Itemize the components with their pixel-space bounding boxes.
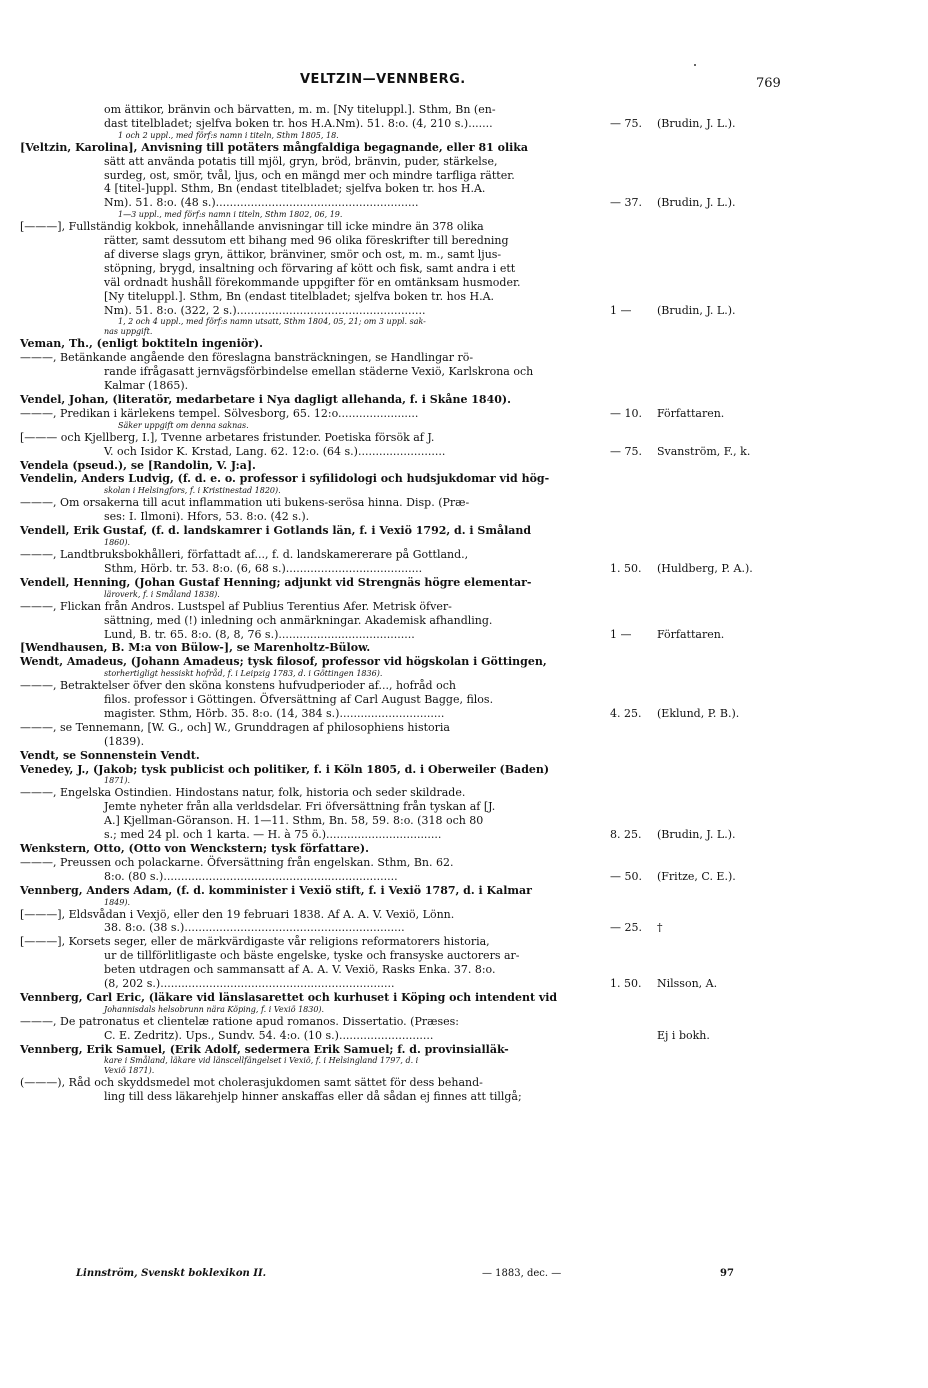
entry-text: Kalmar (1865).	[104, 379, 189, 393]
entry-line	[20, 963, 780, 977]
entry-line	[20, 317, 780, 327]
entry-line	[20, 538, 780, 548]
entry-line	[20, 131, 780, 141]
entry-line	[20, 977, 780, 991]
entry-line	[20, 117, 780, 131]
entry-line	[20, 763, 780, 777]
entry-text: 8:o. (80 s.)...................................................................	[104, 869, 398, 883]
entry-text: ———, Predikan i kärlekens tempel. Sölvesborg, 65. 12:o.......................	[20, 406, 419, 420]
entry-line	[20, 276, 780, 290]
entry-line	[20, 548, 780, 562]
entry-text: sätt att använda potatis till mjöl, gryn, bröd, bränvin, puder, stärkelse,	[104, 154, 498, 168]
entry-line	[20, 248, 780, 262]
entry-line	[20, 210, 780, 220]
entry-text: [———], Fullständig kokbok, innehållande anvisningar till icke mindre än 378 olika	[20, 220, 484, 234]
entry-line	[20, 1043, 780, 1057]
entry-text: Vexiö 1871).	[104, 1066, 155, 1076]
footer-date: — 1883, dec. —	[482, 1268, 562, 1279]
entry-source: Nilsson, A.	[657, 976, 718, 990]
entry-line	[20, 679, 780, 693]
entry-text: ur de tillförlitligaste och bäste engelske, tyske och fransyske auctorers ar-	[104, 949, 520, 963]
entry-line	[20, 379, 780, 393]
entry-text: rätter, samt dessutom ett bihang med 96 olika föreskrifter till beredning	[104, 234, 509, 248]
entry-line	[20, 856, 780, 870]
entry-source: †	[657, 921, 663, 935]
entry-line	[20, 141, 780, 155]
entry-text: [———], Eldsvådan i Vexjö, eller den 19 februari 1838. Af A. A. V. Vexiö, Lönn.	[20, 907, 455, 921]
entry-line	[20, 600, 780, 614]
entry-line	[20, 220, 780, 234]
entry-line	[20, 472, 780, 486]
entry-text: ———, Om orsakerna till acut inflammation uti bukens-serösa hinna. Disp. (Præ-	[20, 496, 470, 510]
entry-text: 1 och 2 uppl., med förf:s namn i titeln, Sthm 1805, 18.	[118, 130, 339, 140]
entry-line	[20, 935, 780, 949]
entry-line	[20, 641, 780, 655]
entry-text: surdeg, ost, smör, tvål, ljus, och en mängd mer och mindre tarfliga rätter.	[104, 168, 515, 182]
entry-text: af diverse slags gryn, ättikor, bränviner, smör och ost, m. m., samt ljus-	[104, 248, 502, 262]
entry-text: ———, De patronatus et clientelæ ratione apud romanos. Dissertatio. (Præses:	[20, 1014, 459, 1028]
entry-line	[20, 1015, 780, 1029]
entry-source: Ej i bokh.	[657, 1028, 710, 1042]
entry-text: C. E. Zedritz). Ups., Sundv. 54. 4:o. (10 s.)...........................	[104, 1028, 434, 1042]
entry-text: Säker uppgift om denna saknas.	[118, 420, 249, 430]
entry-line	[20, 421, 780, 431]
entry-line	[20, 828, 780, 842]
entry-price: — 75.	[610, 444, 642, 458]
entry-text: Jemte nyheter från alla verldsdelar. Fri öfversättning från tyskan af [J.	[104, 800, 496, 814]
entry-price: — 75.	[610, 116, 642, 130]
entry-line	[20, 776, 780, 786]
entry-text: 1871).	[104, 776, 131, 786]
entry-text: [———], Korsets seger, eller de märkvärdigaste vår religions reformatorers historia,	[20, 935, 490, 949]
entry-line	[20, 393, 780, 407]
entry-heading: [Veltzin, Karolina], Anvisning till potäters mångfaldiga begagnande, eller 81 olika	[20, 140, 529, 154]
entry-line	[20, 524, 780, 538]
entry-source: Svanström, F., k.	[657, 444, 751, 458]
entry-text: ———, Betraktelser öfver den sköna konstens hufvudperioder af..., hofråd och	[20, 679, 456, 693]
entry-line	[20, 721, 780, 735]
entry-line	[20, 921, 780, 935]
entry-heading: Vendela (pseud.), se [Randolin, V. J:a].	[20, 458, 256, 472]
entry-line	[20, 576, 780, 590]
page-header	[0, 72, 928, 92]
entry-line	[20, 182, 780, 196]
entry-price: 1. 50.	[610, 561, 642, 575]
scan-speck	[694, 64, 696, 66]
entry-text: storhertigligt hessiskt hofråd, f. i Leipzig 1783, d. i Göttingen 1836).	[104, 669, 383, 679]
entry-text: Lund, B. tr. 65. 8:o. (8, 8, 76 s.).......................................	[104, 627, 415, 641]
entry-source: (Brudin, J. L.).	[657, 828, 736, 842]
entry-text: magister. Sthm, Hörb. 35. 8:o. (14, 384 s.)..............................	[104, 706, 445, 720]
entry-text: läroverk, f. i Småland 1838).	[104, 589, 220, 599]
entry-line	[20, 262, 780, 276]
entry-line	[20, 169, 780, 183]
entry-heading: Vendelin, Anders Ludvig, (f. d. e. o. professor i syfilidologi och hudsjukdomar vid hög-	[20, 472, 550, 486]
entry-line	[20, 884, 780, 898]
entry-text: V. och Isidor K. Krstad, Lang. 62. 12:o. (64 s.).........................	[104, 444, 446, 458]
entry-line	[20, 1076, 780, 1090]
entry-heading: Vennberg, Anders Adam, (f. d. komminister i Vexiö stift, f. i Vexiö 1787, d. i Kalmar	[20, 883, 532, 897]
entry-text: dast titelbladet; sjelfva boken tr. hos H.A.Nm). 51. 8:o. (4, 210 s.).......	[104, 116, 493, 130]
entry-line	[20, 196, 780, 210]
entry-line	[20, 155, 780, 169]
entry-text: rande ifrågasatt jernvägsförbindelse emellan städerne Vexiö, Karlskrona och	[104, 365, 534, 379]
entry-line	[20, 628, 780, 642]
entry-heading: Wenkstern, Otto, (Otto von Wenckstern; tysk författare).	[20, 841, 369, 855]
entry-text: Sthm, Hörb. tr. 53. 8:o. (6, 68 s.).......................................	[104, 561, 423, 575]
entry-price: — 25.	[610, 921, 642, 935]
entry-text: filos. professor i Göttingen. Öfversättning af Carl August Bagge, filos.	[104, 693, 494, 707]
entry-text: ———, Flickan från Andros. Lustspel af Publius Terentius Afer. Metrisk öfver-	[20, 599, 452, 613]
entry-line	[20, 949, 780, 963]
entry-text: ———, se Tennemann, [W. G., och] W., Grunddragen af philosophiens historia	[20, 720, 450, 734]
page-footer	[0, 1268, 928, 1282]
entry-heading: Vendel, Johan, (literatör, medarbetare i Nya dagligt allehanda, f. i Skåne 1840).	[20, 393, 511, 407]
entry-line	[20, 407, 780, 421]
entry-text: kare i Småland, läkare vid länscellfängelset i Vexiö, f. i Helsingland 1797, d. i	[104, 1056, 419, 1066]
entry-line	[20, 327, 780, 337]
entry-text: ———, Landtbruksbokhålleri, författadt af..., f. d. landskamererare på Gottland.,	[20, 548, 469, 562]
entry-price: 1 —	[610, 303, 632, 317]
entry-heading: Vennberg, Carl Eric, (läkare vid länslasarettet och kurhuset i Köping och intendent vid	[20, 990, 558, 1004]
entry-line	[20, 669, 780, 679]
footer-signature: 97	[720, 1268, 734, 1279]
entry-heading: [Wendhausen, B. M:a von Bülow-], se Marenholtz-Bülow.	[20, 641, 371, 655]
lexicon-entries	[20, 103, 780, 1104]
entry-line	[20, 365, 780, 379]
entry-text: 1—3 uppl., med förf:s namn i titeln, Sthm 1802, 06, 19.	[118, 210, 343, 220]
entry-line	[20, 590, 780, 600]
running-title: VELTZIN—VENNBERG.	[300, 72, 466, 87]
entry-text: 38. 8:o. (38 s.)...............................................................	[104, 921, 405, 935]
entry-line	[20, 1029, 780, 1043]
entry-text: Johannisdals helsobrunn nära Köping, f. i Vexiö 1830).	[104, 1004, 325, 1014]
entry-line	[20, 870, 780, 884]
page-number: 769	[756, 76, 781, 91]
entry-source: (Brudin, J. L.).	[657, 116, 736, 130]
entry-text: 1860).	[104, 538, 131, 548]
entry-line	[20, 991, 780, 1005]
entry-heading: Vendell, Erik Gustaf, (f. d. landskamrer i Gotlands län, f. i Vexiö 1792, d. i Småland	[20, 524, 532, 538]
entry-line	[20, 1005, 780, 1015]
entry-price: — 50.	[610, 869, 642, 883]
entry-text: ling till dess läkarehjelp hinner anskaffas eller då sådan ej finnes att tillgå;	[104, 1090, 522, 1104]
entry-line	[20, 814, 780, 828]
entry-text: (1839).	[104, 734, 145, 748]
entry-source: Författaren.	[657, 406, 725, 420]
entry-line	[20, 749, 780, 763]
entry-text: Nm). 51. 8:o. (48 s.)..........................................................	[104, 196, 419, 210]
entry-line	[20, 445, 780, 459]
entry-line	[20, 842, 780, 856]
entry-source: Författaren.	[657, 627, 725, 641]
entry-line	[20, 431, 780, 445]
entry-text: stöpning, brygd, insaltning och förvaring af kött och fisk, samt andra i ett	[104, 261, 516, 275]
entry-text: skolan i Helsingfors, f. i Kristinestad 1820).	[104, 486, 281, 496]
entry-text: nas uppgift.	[104, 327, 153, 337]
entry-text: [——— och Kjellberg, I.], Tvenne arbetares fristunder. Poetiska försök af J.	[20, 430, 435, 444]
entry-line	[20, 1066, 780, 1076]
entry-source: (Brudin, J. L.).	[657, 196, 736, 210]
entry-text: (8, 202 s.)...................................................................	[104, 976, 395, 990]
entry-line	[20, 103, 780, 117]
entry-line	[20, 614, 780, 628]
entry-line	[20, 459, 780, 473]
entry-price: 1. 50.	[610, 976, 642, 990]
entry-line	[20, 510, 780, 524]
entry-line	[20, 234, 780, 248]
entry-heading: Vendell, Henning, (Johan Gustaf Henning; adjunkt vid Strengnäs högre elementar-	[20, 575, 532, 589]
entry-text: 1, 2 och 4 uppl., med förf:s namn utsatt, Sthm 1804, 05, 21; om 3 uppl. sak-	[118, 317, 426, 327]
entry-line	[20, 735, 780, 749]
entry-text: s.; med 24 pl. och 1 karta. — H. à 75 ö.).................................	[104, 828, 442, 842]
entry-line	[20, 786, 780, 800]
entry-source: (Eklund, P. B.).	[657, 706, 740, 720]
entry-line	[20, 1090, 780, 1104]
entry-text: väl ordnadt hushåll förekommande uppgifter för en omtänksam husmoder.	[104, 275, 521, 289]
entry-line	[20, 562, 780, 576]
entry-text: ———, Preussen och polackarne. Öfversättning från engelskan. Sthm, Bn. 62.	[20, 855, 454, 869]
entry-text: ses: I. Ilmoni). Hfors, 53. 8:o. (42 s.).	[104, 510, 310, 524]
entry-line	[20, 800, 780, 814]
entry-price: — 10.	[610, 406, 642, 420]
entry-line	[20, 1056, 780, 1066]
entry-source: (Brudin, J. L.).	[657, 303, 736, 317]
footer-source: Linnström, Svenskt boklexikon II.	[76, 1268, 267, 1279]
entry-line	[20, 486, 780, 496]
entry-line	[20, 655, 780, 669]
entry-line	[20, 693, 780, 707]
entry-text: [Ny titeluppl.]. Sthm, Bn (endast titelbladet; sjelfva boken tr. hos H.A.	[104, 289, 495, 303]
entry-price: 4. 25.	[610, 706, 642, 720]
entry-text: Nm). 51. 8:o. (322, 2 s.)......................................................	[104, 303, 426, 317]
entry-line	[20, 351, 780, 365]
entry-text: (———), Råd och skyddsmedel mot cholerasjukdomen samt sättet för dess behand-	[20, 1076, 483, 1090]
entry-source: (Fritze, C. E.).	[657, 869, 736, 883]
entry-heading: Venedey, J., (Jakob; tysk publicist och politiker, f. i Köln 1805, d. i Oberweiler (Baden)	[20, 762, 550, 776]
entry-price: — 37.	[610, 196, 642, 210]
entry-line	[20, 707, 780, 721]
entry-line	[20, 337, 780, 351]
entry-heading: Vennberg, Erik Samuel, (Erik Adolf, sedermera Erik Samuel; f. d. provinsialläk-	[20, 1042, 509, 1056]
entry-line	[20, 290, 780, 304]
entry-heading: Veman, Th., (enligt boktiteln ingeniör).	[20, 337, 263, 351]
entry-heading: Wendt, Amadeus, (Johann Amadeus; tysk filosof, professor vid högskolan i Göttingen,	[20, 655, 547, 669]
entry-line	[20, 908, 780, 922]
entry-line	[20, 898, 780, 908]
entry-text: om ättikor, bränvin och bärvatten, m. m. [Ny titeluppl.]. Sthm, Bn (en-	[104, 103, 496, 116]
entry-source: (Huldberg, P. A.).	[657, 561, 753, 575]
entry-line	[20, 304, 780, 318]
entry-text: 4 [titel-]uppl. Sthm, Bn (endast titelbladet; sjelfva boken tr. hos H.A.	[104, 182, 486, 196]
entry-text: ———, Betänkande angående den föreslagna bansträckningen, se Handlingar rö-	[20, 351, 474, 365]
entry-price: 8. 25.	[610, 828, 642, 842]
entry-price: 1 —	[610, 627, 632, 641]
entry-text: 1849).	[104, 897, 131, 907]
entry-text: beten utdragen och sammansatt af A. A. V. Vexiö, Rasks Enka. 37. 8:o.	[104, 963, 496, 977]
entry-heading: Vendt, se Sonnenstein Vendt.	[20, 748, 200, 762]
entry-line	[20, 496, 780, 510]
entry-text: A.] Kjellman-Göranson. H. 1—11. Sthm, Bn. 58, 59. 8:o. (318 och 80	[104, 814, 484, 828]
entry-text: sättning, med (!) inledning och anmärkningar. Akademisk afhandling.	[104, 613, 493, 627]
entry-text: ———, Engelska Ostindien. Hindostans natur, folk, historia och seder skildrade.	[20, 786, 466, 800]
